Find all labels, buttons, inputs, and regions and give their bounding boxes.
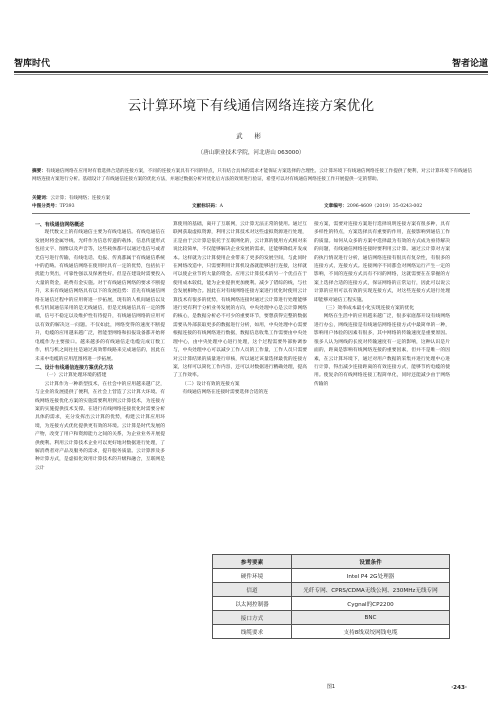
table-key-cell: 线缆要求: [213, 625, 292, 639]
body-paragraph: 云计算作为一种新型技术，在社会中的应用越来越广泛，与企业的发展提供了便利，在社会上营造了云计算大环境。有线网络连接优化方案的实施需要利用到云计算技术，为连接方案的实施提供技术支撑。在进行有线网络连接优化时需要分析具体的需求，充分发挥出云计算的优势，构建云计算应用环境，为连接方式优化提供更有效的环境。云计算是时代发展的产物，改变了用户和资源能力之间的关系，为企业业务开展提供便利。利用云计算技术企业可以更好地对数据进行处理，了解消费者对产品及服务的需求，提升服务质量。云计算涉及多种计算方式，是虚拟化效用计算技术的升级和融合，互联网是云计: [35, 381, 165, 471]
abstract-label: 摘要：: [32, 169, 46, 174]
figure-caption: 图1: [326, 684, 336, 690]
article-label: 文章编号：: [324, 204, 347, 209]
section-heading: （一）云计算处理环境的搭建: [44, 373, 107, 379]
header-rule-thin: [14, 74, 488, 75]
table-key-cell: 接口方式: [213, 611, 292, 625]
section-heading: 二、设计有线通信连接方案优化方法: [35, 364, 114, 371]
table-value-cell: Intel P4 2G处理器: [292, 569, 450, 583]
abstract: [32, 168, 472, 184]
doc-value: A: [219, 204, 223, 209]
doc-label: 文献标识码：: [192, 204, 220, 209]
classification-meta: [32, 203, 470, 211]
article-value: 2096-4609（2019）35-0243-002: [346, 204, 423, 209]
table-row: [213, 625, 450, 639]
table-value-cell: BNC: [292, 611, 450, 625]
body-paragraph: 有线通信网络在连接时需要选择合适的连: [182, 390, 269, 396]
section-heading: （三）效率成本最小化实现连接方案的优化: [323, 306, 415, 312]
body-paragraph: 网络在生活中的应用越来越广泛，很多家庭都开设有线网络进行办公，网线连接是有线通信网络连接方式中最简单的一种，影响用户体验的因素有很多，其中网络的传输速度是重要原因。很多人认为网线的长度对传输速度有一定的影响，这种认识是片面的，距离是影响有线网络连接的重要因素，但并不是唯一的因素，在云计算环境下，通过对用户数据的采集并进行处理中心进行计算，得出减少连接距离的有效连接方式，能够节约电缆的使用。使复杂的有线网络连接工程简单化，同时还能减少由于网络传输的: [314, 314, 450, 387]
meta-rule: [32, 213, 470, 214]
table-row: [213, 611, 450, 625]
table-row: [213, 569, 450, 583]
table-key-cell: 信道: [213, 583, 292, 597]
page-number: ·243·: [451, 685, 467, 691]
body-paragraph: 算使用的基础，离开了互联网，云计算无法正常的使用。通过互联网获取虚拟资源，利用云计算技术对这些虚拟资源进行处理，正是由于云计算是依托于互联网化的，云计算的使用方式相对来说比较简单，不仅能够解决企业发展的需求，还能够降低开发成本。这样就为云计算使用企业带来了更多的发展空间，与此同时在网络改造中，只需要利用计算机设备就能够进行连接，这样就可以使企业节约大量的资金。应用云计算技术的另一个优点在于使用成本较低，能为企业提供更加便利。减少了错综的线，与社会发展相吻合。因此在对有线网络连接方案进行优化时使用云计算技术有很多的优势，有线网络连接时通过云计算进行处理能够进行更有利于分析业务发展的方向，中央处理中心是云计算网络的核心，是数据分析必不可少的重要环节，要想获得完整的数据需要从外部获取更多的数据进行分析，如用，中央处理中心需要根据连接的有线网络进行数据，数据信息收集工作需要由中央处理中心，由中央处理中心进行处理，这个过程需要外部协调参与，中央处理中心可以减少工作人员的工作量，工作人员只需要对云计算结果的质量进行审核，所以通过该量选择最优的连接方案，这样可以简化工作内容，还可以对数据进行精确处理，提高了工作效率。: [173, 222, 307, 379]
doc-field: [192, 203, 223, 209]
column-3: [314, 221, 450, 547]
section-heading: 一、有线通信网络概述: [35, 222, 84, 228]
author: 武 彬: [236, 132, 266, 140]
keywords-label: 关键词：: [32, 196, 51, 201]
clc-field: [32, 203, 75, 209]
table-key-cell: 参考要素: [213, 555, 292, 569]
table-value-cell: 设置条件: [292, 555, 450, 569]
table-value-cell: 支持8线双绞网钱电缆: [292, 625, 450, 639]
table-value-cell: Cygnal的CP2200: [292, 597, 450, 611]
header-rule: [14, 71, 488, 73]
parameter-table: [212, 554, 450, 639]
table-value-cell: 光纤专网、CPRS/CDMA无线公网、230MHz无线专网: [292, 583, 450, 597]
table-key-cell: 硬件环境: [213, 569, 292, 583]
keywords: [32, 195, 110, 201]
abstract-text: 有线通信网络在应用时有着选择合适的连接方案，不同的连接方案具有不同的特点，只有结合具体的需求才能保证方案选择的合理性。云计算环境下有线通信网络连接工作提供了便利，对云计算环境下有线通信网络连接方案进行分析。基础设计了有线通信连接方案的优化方法，并通过数据分析对优化后方法的效果进行验证，希望可以对有线通信网络连接工作开展提供一定的帮助。: [32, 169, 472, 182]
header-left: 智库时代: [14, 59, 51, 69]
page-header: [14, 56, 488, 72]
affiliation: （唐山职业技术学院，河北唐山 063000）: [197, 150, 305, 156]
clc-label: 中图分类号：: [32, 204, 60, 209]
table-row: [213, 555, 450, 569]
article-field: [324, 203, 422, 209]
keywords-text: 云计算；有线网络；连接方案: [50, 196, 111, 201]
clc-value: TP393: [59, 204, 75, 209]
table-key-cell: 以太网控制器: [213, 597, 292, 611]
header-right: 智者论道: [451, 59, 488, 69]
column-2: [173, 221, 307, 547]
column-1: [35, 221, 165, 681]
body-paragraph: 现代数文上的有线通信主要为有线电通信。有线电通信在发展时将金属导线、光纤作为信息传递的载体，信息传递形式包括文字、图像以及声音等，这些载体都可以通过电信号或者光信号进行传输，有线电话、电报、传真都属于有线通信系统中的范畴。有线通信网络在使用时具有一定的优势，包括抗干扰能力突出，可靠性强以及保密性好。但是在建设时需要投入大量的资金，耗费有金实施。对于有线通信网络的要求不断提升，未来有线通信网络具有以下的发展趋势：首先有线通信网络在通信过程中的应用将进一步拓展，现有的人机间通信以及机与机间通信采用的是无线通信，但是无线通信具有一定的弊端，信号不稳定以及维护性有待提升，有线通信网络的应用可以有效的解决这一问题。不仅如此，网络变得的速度不断提升，电缆的应用越来越广泛，智能型网络和扣报设备都开始将电缆作为主要接口。越来越多的有线通信走电缆完成订数工作，机与机之间往往是通过高效带线路来完成通信的，因此在未来中电缆的应用范围将进一步拓展。: [35, 230, 165, 362]
paper-title: 云计算环境下有线通信网络连接方案优化: [127, 98, 375, 114]
body-paragraph: 接方案，需要对连接方案进行选择说明连接方案有很多种，具有多样性的特点，方案选择具有重要的作用，直接影响到通信工作的质量。如何从众多的方案中选择最为有效的方式成为亟待解决的问题，有线通信网络连接时要利用云计算。通过云计算对方案的执行情况进行分析，通信网络连接有很具有复杂性，有很多的连接方式，连接方式。连接网序不同都会对网络运行产生一定的影响，不同的连接方式具有不同的网络，这就需要在在掌握的方案上选择合适的连接方式，保证网络的正常运行，因此可以说云计算的应用可以有效的实现连接方式，对这些连接方式进行处理即能够对通信工程实施。: [314, 222, 450, 303]
section-heading: （二）设计有效的连接方案: [182, 381, 240, 387]
table-row: [213, 597, 450, 611]
table-row: [213, 583, 450, 597]
